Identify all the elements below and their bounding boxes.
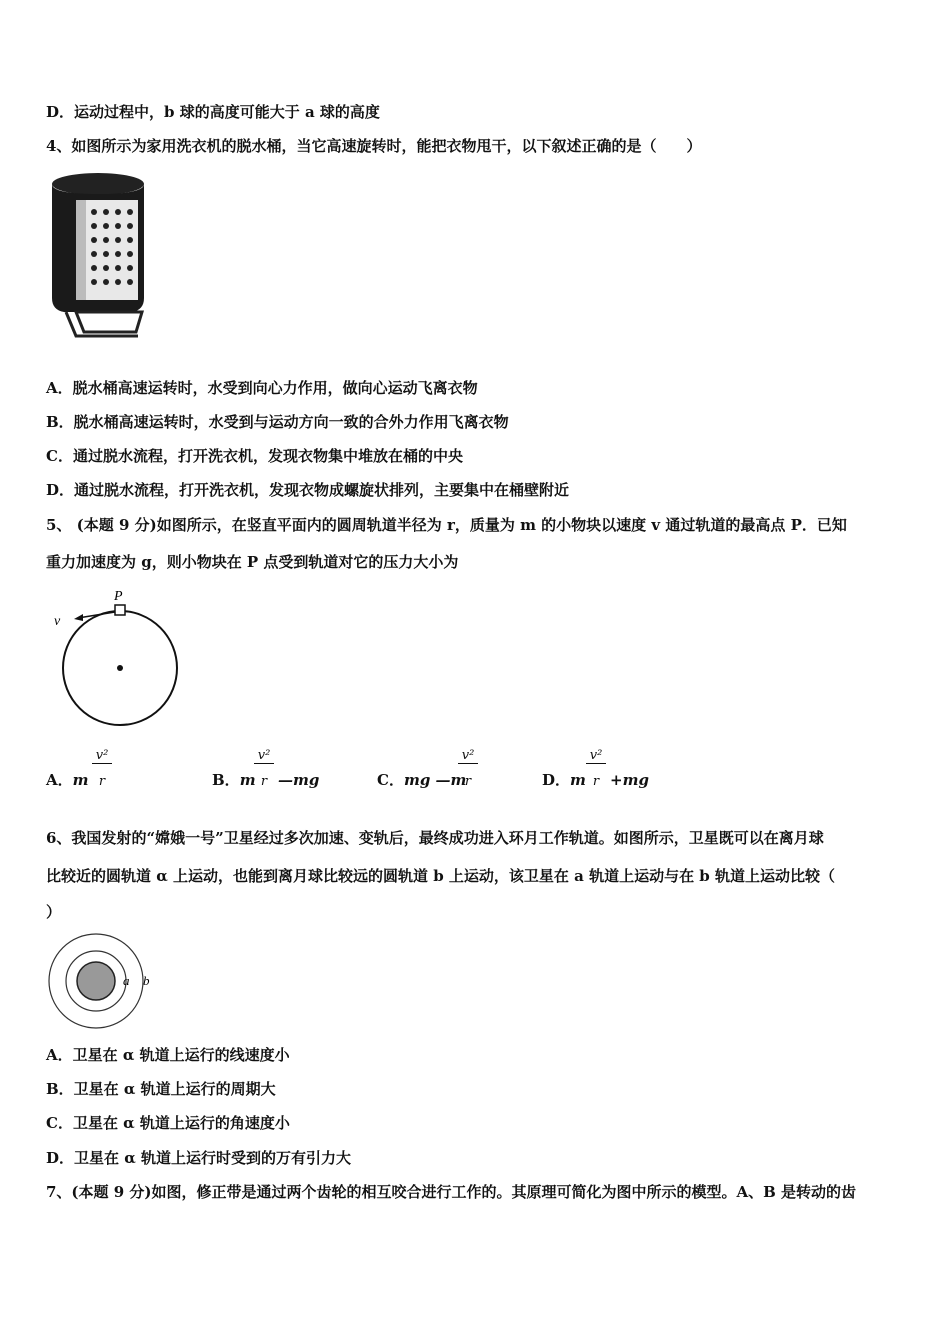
- option-label: B．: [212, 771, 240, 789]
- option-label: A．: [46, 771, 73, 789]
- q5-d-numerator: v²: [586, 748, 606, 764]
- orbit-a-label: a: [123, 973, 130, 988]
- q3-option-d: D．运动过程中，b 球的高度可能大于 a 球的高度: [46, 103, 380, 121]
- q4-stem: 4、如图所示为家用洗衣机的脱水桶，当它高速旋转时，能把衣物甩干，以下叙述正确的是（ ）: [46, 137, 702, 155]
- orbits-figure: [46, 932, 162, 1030]
- point-p-label: P: [114, 589, 123, 604]
- q4-option-a: A．脱水桶高速运转时，水受到向心力作用，做向心运动飞离衣物: [46, 379, 478, 397]
- q6-option-a: A．卫星在 α 轨道上运行的线速度小: [46, 1046, 290, 1064]
- q5-option-d: [542, 770, 586, 790]
- option-expr-pre: m: [239, 771, 256, 789]
- q7-stem-line1: 7、(本题 9 分)如图，修正带是通过两个齿轮的相互咬合进行工作的。其原理可简化为图中所示的模型。A、B 是转动的齿: [46, 1183, 857, 1201]
- option-label: D．: [542, 771, 571, 789]
- option-expr-pre: m: [72, 771, 89, 789]
- q5-c-denominator: r: [464, 774, 472, 789]
- spin-dryer-figure: [46, 170, 150, 338]
- q5-d-denominator: r: [592, 774, 600, 789]
- q6-option-d: D．卫星在 α 轨道上运行时受到的万有引力大: [46, 1149, 351, 1167]
- option-expr-pre: mg —m: [403, 771, 467, 789]
- q6-option-c: C．卫星在 α 轨道上运行的角速度小: [46, 1114, 290, 1132]
- q4-option-b: B．脱水桶高速运转时，水受到与运动方向一致的合外力作用飞离衣物: [46, 413, 509, 431]
- q5-b-post: —mg: [278, 771, 320, 789]
- q5-option-c: [377, 770, 466, 790]
- q6-option-b: B．卫星在 α 轨道上运行的周期大: [46, 1080, 276, 1098]
- q5-b-denominator: r: [260, 774, 268, 789]
- q5-option-b: [212, 770, 256, 790]
- q5-stem-line2: 重力加速度为 g，则小物块在 P 点受到轨道对它的压力大小为: [46, 553, 459, 571]
- q4-option-d: D．通过脱水流程，打开洗衣机，发现衣物成螺旋状排列，主要集中在桶壁附近: [46, 481, 570, 499]
- q5-option-a: [46, 770, 89, 790]
- q5-c-numerator: v²: [458, 748, 478, 764]
- q5-b-numerator: v²: [254, 748, 274, 764]
- q5-a-denominator: r: [98, 774, 106, 789]
- circular-track-figure: [48, 585, 188, 730]
- q6-stem-line3: ）: [46, 903, 62, 921]
- q6-stem-line1: 6、我国发射的“嫦娥一号”卫星经过多次加速、变轨后，最终成功进入环月工作轨道。如图所示，卫星既可以在离月球: [46, 829, 824, 847]
- q5-a-numerator: v²: [92, 748, 112, 764]
- q5-stem-line1: 5、 (本题 9 分)如图所示，在竖直平面内的圆周轨道半径为 r，质量为 m 的小物块以速度 v 通过轨道的最高点 P．已知: [46, 516, 847, 534]
- orbit-b-label: b: [143, 973, 150, 988]
- q4-option-c: C．通过脱水流程，打开洗衣机，发现衣物集中堆放在桶的中央: [46, 447, 463, 465]
- option-label: C．: [377, 771, 404, 789]
- option-expr-pre: m: [570, 771, 586, 789]
- q5-d-post: +mg: [610, 771, 649, 789]
- velocity-v-label: v: [54, 614, 61, 629]
- q6-stem-line2: 比较近的圆轨道 α 上运动，也能到离月球比较远的圆轨道 b 上运动，该卫星在 a 轨道上运动与在 b 轨道上运动比较（: [46, 867, 836, 885]
